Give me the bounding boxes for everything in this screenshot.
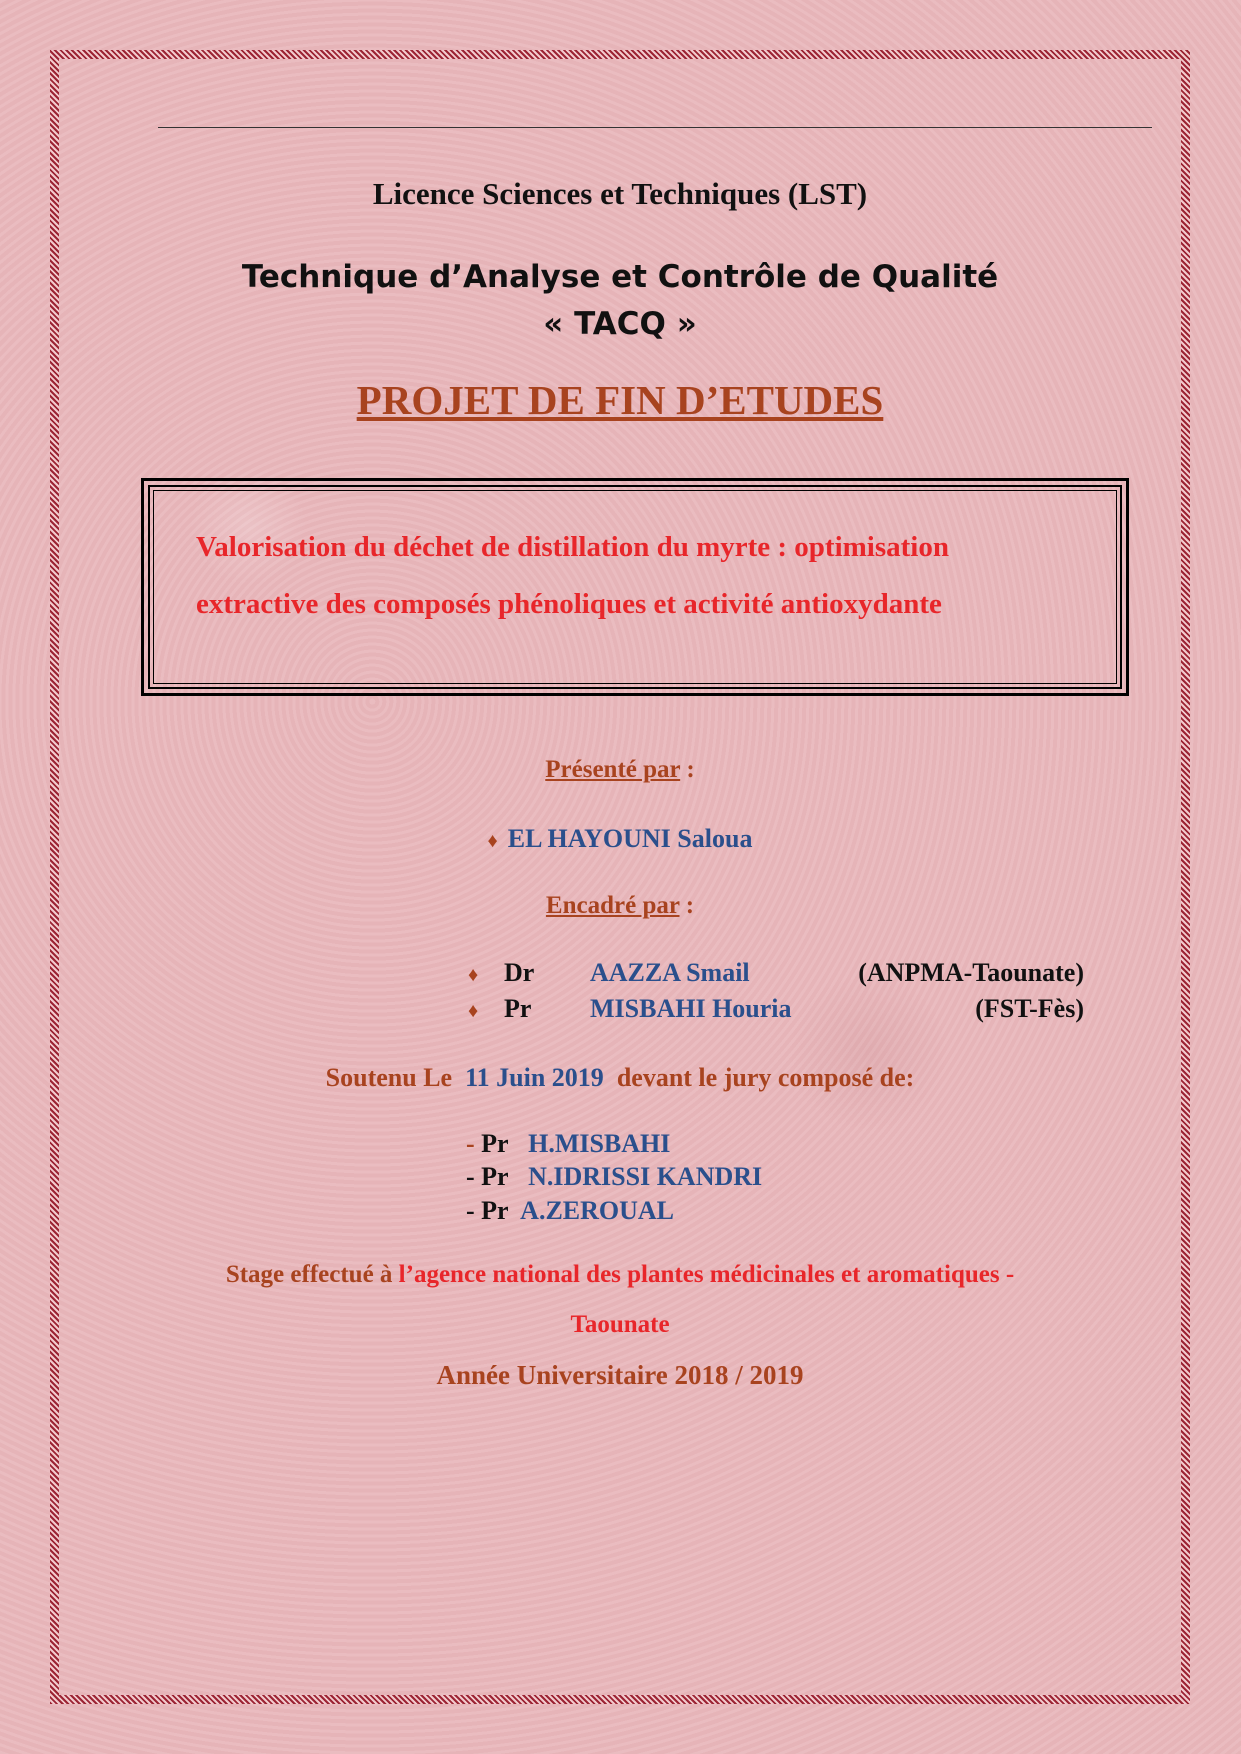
supervisor-title: Dr: [504, 958, 535, 987]
project-type-heading: PROJET DE FIN D’ETUDES: [356, 377, 884, 423]
student-name: EL HAYOUNI Saloua: [507, 824, 753, 853]
diamond-bullet-icon: ♦: [468, 964, 479, 986]
supervisor-name: MISBAHI Houria: [590, 994, 792, 1023]
diamond-bullet-icon: ♦: [487, 830, 498, 852]
defense-date: 11 Juin 2019: [465, 1063, 604, 1092]
jury-member: - Pr H.MISBAHI: [466, 1129, 671, 1158]
page-border: [50, 50, 1190, 1704]
supervisor-affiliation: (FST-Fès): [975, 994, 1084, 1023]
supervisor-row: [468, 958, 488, 988]
header-rule: [158, 127, 1152, 128]
student-entry: [50, 824, 1190, 854]
internship-line-1: Stage effectué à l’agence national des plantes médicinales et aromatiques -: [225, 1261, 1015, 1288]
jury-member: - Pr A.ZEROUAL: [466, 1196, 675, 1225]
diamond-bullet-icon: ♦: [468, 1000, 479, 1022]
presented-by-label: Présenté par :: [545, 756, 695, 783]
supervised-by-label: Encadré par :: [545, 892, 695, 919]
specialty-abbreviation: « TACQ »: [543, 306, 697, 342]
supervisor-row: [468, 994, 488, 1024]
supervisor-name: AAZZA Smail: [590, 958, 750, 987]
licence-heading: Licence Sciences et Techniques (LST): [372, 176, 868, 211]
thesis-title-line-2: extractive des composés phénoliques et activité antioxydante: [196, 588, 942, 620]
supervisor-affiliation: (ANPMA-Taounate): [858, 958, 1084, 987]
academic-year: Année Universitaire 2018 / 2019: [436, 1360, 804, 1390]
thesis-title-line-1: Valorisation du déchet de distillation du myrte : optimisation: [196, 531, 949, 563]
supervisor-title: Pr: [504, 994, 532, 1023]
jury-member: - Pr N.IDRISSI KANDRI: [466, 1162, 763, 1191]
thesis-title-box: [141, 478, 1129, 696]
specialty-heading: Technique d’Analyse et Contrôle de Qualité: [241, 259, 999, 295]
defense-line: Soutenu Le 11 Juin 2019 devant le jury composé de:: [325, 1063, 915, 1092]
internship-line-2: Taounate: [570, 1311, 670, 1338]
